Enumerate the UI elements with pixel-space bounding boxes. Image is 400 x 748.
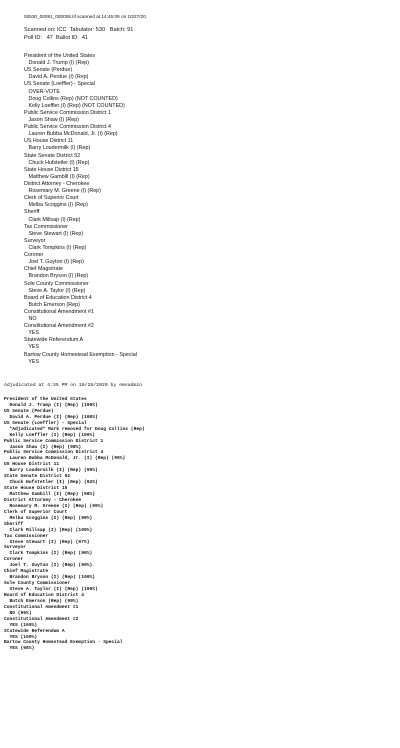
line-text: Melba Scoggins (I) (Rep) (28, 202, 88, 209)
line-text: Public Service Commission District 4 (4, 450, 104, 456)
line-text: Barry Loudermilk (I) (Rep) (99%) (9, 468, 98, 474)
line-text: District Attorney - Cherokee (24, 180, 90, 187)
line-text: Board of Education District 4 (4, 592, 84, 598)
selection-line (24, 131, 384, 138)
line-text: Clark Millsap (I) (Rep) (100%) (9, 527, 93, 533)
line-text: David A. Perdue (I) (Rep) (28, 74, 89, 81)
line-text: Donald J. Trump (I) (Rep) (100%) (9, 402, 98, 408)
contest-line (24, 238, 384, 245)
line-text: Constitutional Amendment #2 (24, 323, 94, 330)
selection-line (24, 330, 384, 337)
contest-line (24, 181, 384, 188)
line-text: Statewide Referendum A (4, 628, 65, 634)
line-text: Chuck Hufstetler (I) (Rep) (28, 159, 90, 166)
line-text: Bartow County Homestead Exemption - Special (4, 640, 123, 646)
line-text: Clark Tompkins (I) (Rep) (28, 244, 87, 251)
line-text: Butch Emerson (Rep) (28, 301, 80, 308)
selection-line (24, 117, 384, 124)
line-text: Donald J. Trump (I) (Rep) (28, 60, 90, 67)
line-text: Chief Magistrate (24, 266, 63, 273)
line-text: US House District 11 (24, 138, 74, 145)
line-text: Constitutional Amendment #1 (4, 604, 79, 610)
line-text: Statewide Referendum A (24, 337, 84, 344)
scan-stamp: 00530_00091_000006.tif scanned at 14:45:09 on 10/27/20. (24, 14, 148, 19)
line-text: NO (99%) (9, 610, 32, 616)
line-text: YES (100%) (9, 634, 38, 640)
line-text: *Adjudicated* Mark removed for Doug Collins (Rep) (9, 426, 145, 432)
line-text: Sole County Commissioner (24, 280, 89, 287)
line-text: Public Service Commission District 4 (24, 124, 112, 131)
line-text: Tax Commissioner (4, 533, 49, 539)
line-text: Brandon Bryson (I) (Rep) (100%) (9, 575, 95, 581)
line-text: YES (100%) (9, 622, 38, 628)
line-text: Tax Commissioner (24, 223, 68, 230)
line-text: Surveyor (4, 545, 27, 551)
selection-line (24, 96, 384, 103)
line-text: YES (28, 358, 40, 365)
line-text: President of the United States (4, 397, 87, 402)
line-text: Coroner (24, 252, 44, 259)
scanned-on-line: Scanned on: ICC Tabulator: 530 Batch: 91 (24, 27, 134, 33)
contest-line (24, 281, 384, 288)
line-text: US Senate (Loeffler) - Special (24, 81, 95, 88)
selection-line (24, 60, 384, 67)
line-text: Barry Loudermilk (I) (Rep) (28, 145, 91, 152)
line-text: David A. Perdue (I) (Rep) (100%) (9, 414, 98, 420)
selection-line (24, 273, 384, 280)
selection-line (24, 217, 384, 224)
line-text: Steve A. Taylor (I) (Rep) (100%) (9, 587, 98, 592)
selection-line (24, 288, 384, 295)
selection-line (4, 646, 396, 652)
line-text: State House District 15 (4, 486, 68, 492)
line-text: State Senate District 52 (4, 474, 71, 480)
selection-line (24, 202, 384, 209)
contest-line (24, 323, 384, 330)
selection-line (24, 188, 384, 195)
line-text: US House District 11 (4, 462, 60, 468)
line-text: State House District 15 (24, 166, 79, 173)
line-text: Rosemary M. Greene (I) (Rep) (28, 188, 101, 195)
line-text: Bartow County Homestead Exemption - Special (24, 351, 137, 358)
poll-ballot-line: Poll ID: 47 Ballot ID: 41 (24, 35, 89, 41)
contest-line (24, 209, 384, 216)
selection-line (24, 245, 384, 252)
contest-line (24, 124, 384, 131)
line-text: Surveyor (24, 237, 46, 244)
selection-line (24, 302, 384, 309)
contest-line (24, 138, 384, 145)
line-text: Clerk of Superior Court (24, 195, 79, 202)
line-text: US Senate (Perdue) (24, 67, 73, 74)
line-text: Lauren Bubba McDonald, Jr. (I) (Rep) (95%) (9, 456, 126, 462)
line-text: President of the United States (24, 53, 95, 59)
line-text: Lauren Bubba McDonald, Jr. (I) (Rep) (28, 131, 118, 138)
line-text: Doug Collins (Rep) (NOT COUNTED) (28, 95, 118, 102)
line-text: Kelly Loeffler (I) (Rep) (NOT COUNTED) (28, 102, 125, 109)
line-text: Kelly Loeffler (I) (Rep) (100%) (9, 432, 95, 438)
selection-line (24, 259, 384, 266)
contest-line (24, 53, 384, 60)
selection-line (24, 359, 384, 366)
line-text: Sheriff (4, 521, 24, 527)
line-text: Rosemary M. Greene (I) (Rep) (99%) (9, 503, 104, 509)
line-text: NO (28, 316, 37, 323)
contest-line (24, 153, 384, 160)
contest-line (24, 295, 384, 302)
line-text: Chuck Hufstetler (I) (Rep) (92%) (9, 480, 98, 486)
contest-line (24, 309, 384, 316)
line-text: YES (28, 330, 40, 337)
line-text: Steve A. Taylor (I) (Rep) (28, 287, 86, 294)
line-text: Matthew Gambill (I) (Rep) (98%) (9, 492, 95, 497)
line-text: Clark Tompkins (I) (Rep) (96%) (9, 551, 93, 557)
line-text: US Senate (Loeffler) - Special (4, 420, 87, 426)
line-text: Clerk of Superior Court (4, 509, 68, 515)
contest-line (24, 110, 384, 117)
contest-line (24, 195, 384, 202)
line-text: Joel T. Guyton (I) (Rep) (99%) (9, 563, 93, 569)
line-text: Jason Shaw (I) (Rep) (28, 116, 79, 123)
selection-line (24, 103, 384, 110)
line-text: Coroner (4, 557, 24, 563)
contest-line (24, 337, 384, 344)
line-text: Board of Education District 4 (24, 294, 92, 301)
line-text: Steve Stewart (I) (Rep) (97%) (9, 539, 90, 545)
line-text: Sheriff (24, 209, 40, 216)
line-text: Matthew Gambill (I) (Rep) (28, 173, 90, 180)
line-text: Public Service Commission District 1 (4, 438, 104, 444)
selection-line (24, 316, 384, 323)
selection-line (24, 89, 384, 96)
line-text: Public Service Commission District 1 (24, 109, 112, 116)
line-text: Jason Shaw (I) (Rep) (98%) (9, 444, 82, 450)
contest-line (24, 81, 384, 88)
ballot-selections (24, 53, 384, 366)
line-text: OVER-VOTE (28, 88, 60, 95)
line-text: US Senate (Perdue) (4, 408, 54, 414)
line-text: Sole County Commissioner (4, 581, 71, 587)
line-text: Steve Stewart (I) (Rep) (28, 230, 84, 237)
contest-line (24, 252, 384, 259)
line-text: Melba Scoggins (I) (Rep) (99%) (9, 515, 93, 521)
line-text: Constitutional Amendment #2 (4, 616, 79, 622)
contest-line (24, 224, 384, 231)
selection-line (24, 344, 384, 351)
line-text: Constitutional Amendment #1 (24, 308, 94, 315)
line-text: YES (98%) (9, 646, 35, 652)
line-text: State Senate District 52 (24, 152, 81, 159)
line-text: Clark Millsap (I) (Rep) (28, 216, 81, 223)
line-text: Joel T. Guyton (I) (Rep) (28, 259, 84, 266)
selection-line (24, 145, 384, 152)
adjudication-report (4, 397, 396, 652)
selection-line (24, 74, 384, 81)
line-text: Butch Emerson (Rep) (99%) (9, 598, 79, 604)
line-text: YES (28, 344, 40, 351)
selection-line (24, 231, 384, 238)
line-text: Chief Magistrate (4, 569, 49, 575)
contest-line (24, 67, 384, 74)
line-text: District Attorney - Cherokee (4, 497, 82, 503)
selection-line (24, 174, 384, 181)
contest-line (24, 352, 384, 359)
contest-line (24, 167, 384, 174)
contest-line (24, 266, 384, 273)
adjudicated-line: Adjudicated at 4:35 PM on 10/28/2020 by emsadmin (4, 383, 143, 388)
line-text: Brandon Bryson (I) (Rep) (28, 273, 89, 280)
selection-line (24, 160, 384, 167)
